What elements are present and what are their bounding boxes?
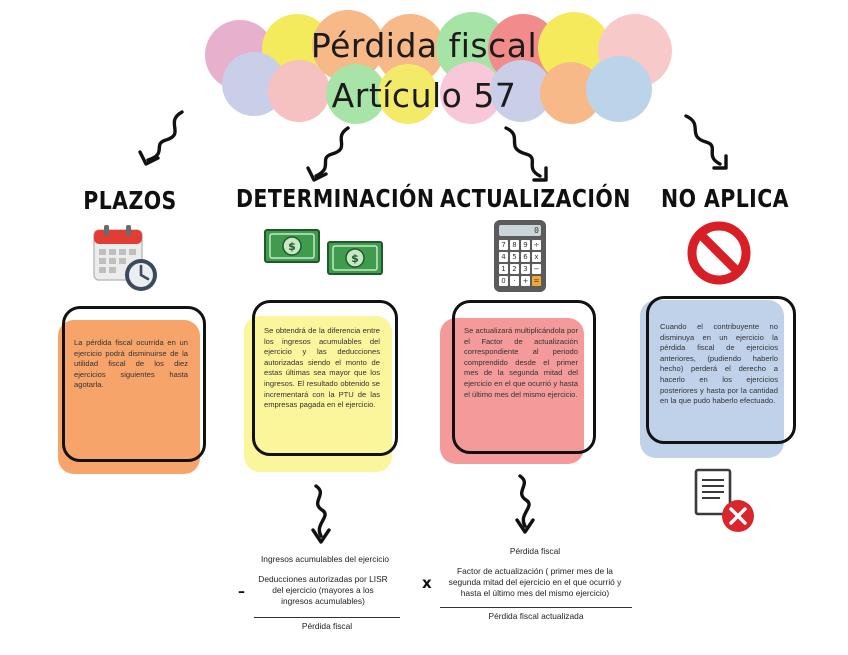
actualizacion-formula-line1: Pérdida fiscal <box>509 546 561 556</box>
document-x-icon <box>692 466 762 536</box>
actualizacion-formula-operator: x <box>422 574 432 592</box>
calculator-key: x <box>532 252 541 262</box>
title-line-1: Pérdida fiscal <box>310 26 538 65</box>
heading-determinacion: DETERMINACIÓN <box>236 184 435 213</box>
calculator-key: · <box>510 276 519 286</box>
determinacion-formula-operator: – <box>238 584 245 600</box>
arrow-to-actualizacion <box>498 124 558 184</box>
title-line-2: Artículo 57 <box>331 76 517 115</box>
calculator-key: 7 <box>499 240 508 250</box>
calculator-key: 9 <box>521 240 530 250</box>
calculator-key: 3 <box>521 264 530 274</box>
calculator-key: 6 <box>521 252 530 262</box>
determinacion-formula-line1: Ingresos acumulables del ejercicio <box>260 554 390 564</box>
svg-text:$: $ <box>351 252 359 265</box>
calculator-key: − <box>533 265 540 273</box>
heading-plazos: PLAZOS <box>83 186 177 215</box>
calculator-icon <box>494 220 546 292</box>
calculator-key: 2 <box>510 264 519 274</box>
calculator-key: 4 <box>499 252 508 262</box>
plazos-card-text: La pérdida fiscal ocurrida en un ejercicio podrá disminuirse de la utilidad fiscal de los diez ejercicios siguientes hasta agotarla. <box>74 338 188 390</box>
determinacion-formula-rule <box>254 617 400 618</box>
heading-actualizacion: ACTUALIZACIÓN <box>440 184 631 213</box>
determinacion-card-text: Se obtendrá de la diferencia entre los ingresos acumulables del ejercicio y las deducciones autorizadas siendo el monto de estas últimas sea mayor que los ingresos. El resultado obtenido se incrementará con la PTU de las empresas pagada en el ejercicio. <box>264 326 380 410</box>
actualizacion-formula-result: Pérdida fiscal actualizada <box>488 611 584 621</box>
calculator-key: 8 <box>510 240 519 250</box>
calendar-clock-icon <box>92 224 162 294</box>
actualizacion-formula-rule <box>440 607 632 608</box>
calculator-key: 1 <box>499 264 508 274</box>
calculator-display: 0 <box>499 225 541 236</box>
arrow-to-no-aplica <box>680 112 740 172</box>
no-aplica-card-text: Cuando el contribuyente no disminuya en un ejercicio la pérdida fiscal de ejercicios anteriores, (pudiendo haberlo hecho) perderá el derecho a hacerlo en los ejercicios posteriores y hasta por la cantidad en la que pudo haberlo efectuado. <box>660 322 778 406</box>
actualizacion-formula-line2: Factor de actualización ( primer mes de la segunda mitad del ejercicio en el que ocurrió y hasta el último mes del mismo ejercicio) <box>448 566 622 598</box>
determinacion-formula-result: Pérdida fiscal <box>301 621 353 631</box>
calculator-key: ÷ <box>533 241 540 249</box>
calculator-key: 5 <box>510 252 519 262</box>
money-bills-icon <box>264 228 384 278</box>
heading-no-aplica: NO APLICA <box>661 184 789 213</box>
arrow-actualizacion-formula <box>510 474 540 536</box>
actualizacion-card-text: Se actualizará multiplicándola por el Factor de actualización correspondiente al periodo comprendido desde el primer mes de la segunda mitad del ejercicio en el que ocurrió y hasta el último mes del mismo ejercicio. <box>464 326 578 399</box>
arrow-determinacion-formula <box>306 484 336 546</box>
svg-text:$: $ <box>288 240 296 253</box>
arrow-to-determinacion <box>302 124 362 184</box>
calculator-key: + <box>522 277 529 285</box>
calculator-key: = <box>533 277 540 285</box>
determinacion-formula-line2: Deducciones autorizadas por LISR del ejercicio (mayores a los ingresos acumulables) <box>258 574 388 606</box>
calculator-key: 0 <box>499 276 508 286</box>
arrow-to-plazos <box>134 108 194 168</box>
prohibited-icon <box>686 220 752 286</box>
